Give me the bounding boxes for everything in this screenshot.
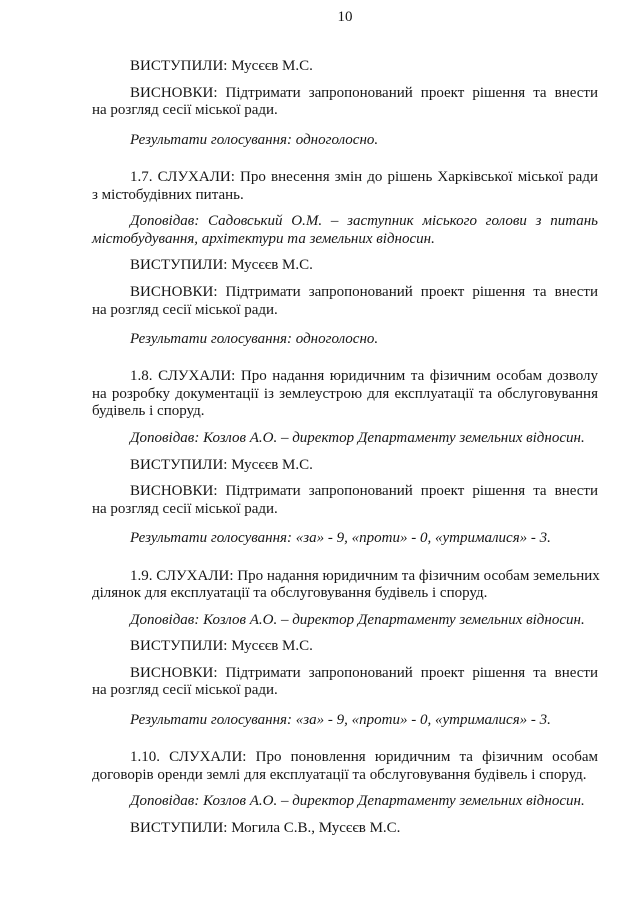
vote-result-paragraph: [92, 530, 598, 548]
vote-result-paragraph: [92, 712, 598, 730]
agenda-item-continued: [92, 58, 598, 149]
agenda-item-1-7: [92, 169, 598, 348]
reporter-paragraph: [92, 612, 598, 630]
conclusions-line: ВИСНОВКИ: Підтримати запропонований проект рішення та внести: [130, 483, 598, 500]
spoke-line: ВИСТУПИЛИ: Могила С.В., Мусєєв М.С.: [130, 819, 401, 836]
reporter-line: Доповідав: Козлов А.О. – директор Департаменту земельних відносин.: [130, 793, 585, 810]
heard-line: договорів оренди землі для експлуатації та обслуговування будівель і споруд.: [92, 766, 587, 783]
spoke-line: ВИСТУПИЛИ: Мусєєв М.С.: [130, 638, 313, 655]
spoke-line: ВИСТУПИЛИ: Мусєєв М.С.: [130, 58, 313, 75]
agenda-item-1-10: [92, 749, 598, 837]
agenda-item-1-9: [92, 568, 598, 730]
reporter-line: містобудування, архітектури та земельних відносин.: [92, 230, 435, 247]
conclusions-line: на розгляд сесії міської ради.: [92, 301, 278, 318]
reporter-paragraph: [92, 213, 598, 248]
conclusions-line: ВИСНОВКИ: Підтримати запропонований проект рішення та внести: [130, 84, 598, 101]
conclusions-line: ВИСНОВКИ: Підтримати запропонований проект рішення та внести: [130, 664, 598, 681]
document-body: [92, 58, 598, 837]
heard-paragraph: [92, 568, 598, 603]
vote-result-line: Результати голосування: «за» - 9, «проти» - 0, «утрималися» - 3.: [130, 711, 551, 728]
spoke-line: ВИСТУПИЛИ: Мусєєв М.С.: [130, 257, 313, 274]
conclusions-line: на розгляд сесії міської ради.: [92, 682, 278, 699]
heard-paragraph: [92, 368, 598, 421]
spoke-paragraph: [92, 457, 598, 475]
heard-paragraph: [92, 749, 598, 784]
heard-line: 1.8. СЛУХАЛИ: Про надання юридичним та фізичним особам дозволу: [130, 368, 598, 385]
spoke-paragraph: [92, 638, 598, 656]
reporter-line: Доповідав: Козлов А.О. – директор Департаменту земельних відносин.: [130, 611, 585, 628]
reporter-line: Доповідав: Садовський О.М. – заступник міського голови з питань: [130, 213, 598, 230]
vote-result-paragraph: [92, 331, 598, 349]
conclusions-paragraph: [92, 483, 598, 518]
conclusions-line: на розгляд сесії міської ради.: [92, 102, 278, 119]
vote-result-line: Результати голосування: «за» - 9, «проти» - 0, «утрималися» - 3.: [130, 529, 551, 546]
conclusions-paragraph: [92, 284, 598, 319]
spoke-paragraph: [92, 257, 598, 275]
conclusions-paragraph: [92, 665, 598, 700]
spoke-paragraph: [92, 58, 598, 76]
vote-result-paragraph: [92, 132, 598, 150]
heard-line: з містобудівних питань.: [92, 186, 244, 203]
reporter-paragraph: [92, 793, 598, 811]
conclusions-line: ВИСНОВКИ: Підтримати запропонований проект рішення та внести: [130, 284, 598, 301]
conclusions-line: на розгляд сесії міської ради.: [92, 500, 278, 517]
heard-line: ділянок для експлуатації та обслуговування будівель і споруд.: [92, 585, 488, 602]
heard-paragraph: [92, 169, 598, 204]
heard-line: 1.7. СЛУХАЛИ: Про внесення змін до рішень Харківської міської ради: [130, 169, 598, 186]
reporter-paragraph: [92, 430, 598, 448]
heard-line: 1.10. СЛУХАЛИ: Про поновлення юридичним та фізичним особам: [130, 749, 598, 766]
spoke-line: ВИСТУПИЛИ: Мусєєв М.С.: [130, 456, 313, 473]
heard-line: на розробку документації із землеустрою для експлуатації та обслуговування: [92, 385, 598, 402]
heard-line: 1.9. СЛУХАЛИ: Про надання юридичним та фізичним особам земельних: [130, 567, 600, 584]
vote-result-line: Результати голосування: одноголосно.: [130, 330, 379, 347]
conclusions-paragraph: [92, 85, 598, 120]
agenda-item-1-8: [92, 368, 598, 547]
reporter-line: Доповідав: Козлов А.О. – директор Департаменту земельних відносин.: [130, 430, 585, 446]
page-number: 10: [337, 9, 353, 25]
heard-line: будівель і споруд.: [92, 403, 205, 420]
vote-result-line: Результати голосування: одноголосно.: [130, 131, 379, 148]
spoke-paragraph: [92, 820, 598, 838]
